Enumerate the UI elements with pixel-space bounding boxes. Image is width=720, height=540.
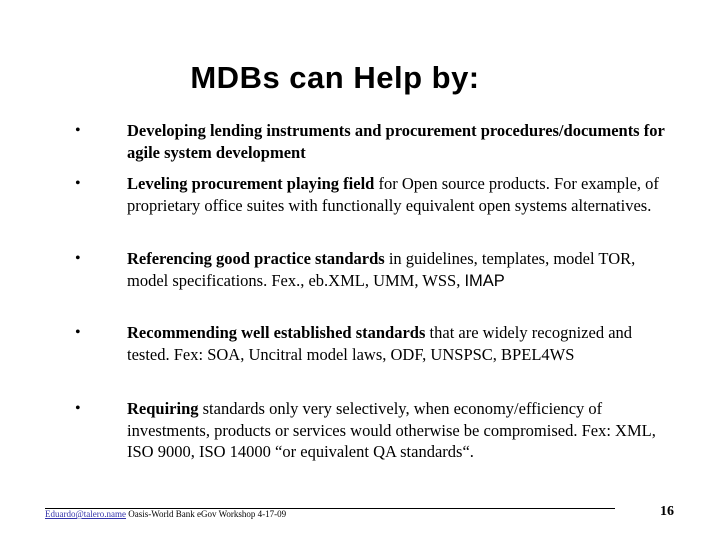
- footer-email-link[interactable]: Eduardo@talero.name: [45, 509, 127, 519]
- bullet-bold-text: Recommending well established standards: [127, 323, 426, 342]
- bullet-text: [127, 120, 667, 163]
- bullet-icon: •: [75, 250, 81, 267]
- bullet-text: [127, 248, 667, 292]
- page-number: 16: [660, 504, 674, 519]
- bullet-text: [127, 322, 667, 365]
- bullet-icon: •: [75, 175, 81, 192]
- bullet-icon: •: [75, 324, 81, 341]
- bullet-bold-text: Developing lending instruments and procurement procedures/documents for agile system development: [127, 121, 665, 162]
- bullet-bold-text: Referencing good practice standards: [127, 249, 385, 268]
- bullet-bold-text: Requiring: [127, 399, 199, 418]
- bullet-plain-text: that are widely recognized and tested. Fex: SOA, Uncitral model laws, ODF, UNSPSC, BPEL4WS: [127, 323, 633, 364]
- bullet-plain-text: for Open source products. For example, of proprietary office suites with functionally equivalent open systems alternatives.: [127, 174, 659, 215]
- bullet-icon: •: [75, 400, 81, 417]
- bullet-sans-text: IMAP: [464, 271, 505, 290]
- bullet-text: [127, 173, 667, 216]
- slide-title: MDBs can Help by:: [190, 60, 480, 95]
- bullet-bold-text: Leveling procurement playing field: [127, 174, 375, 193]
- bullet-icon: •: [75, 122, 81, 139]
- bullet-plain-text: standards only very selectively, when economy/efficiency of investments, products or services would otherwise be compromised. Fex: XML, ISO 9000, ISO 14000 “or equivalent QA standards“.: [127, 399, 656, 461]
- footer: [45, 509, 286, 519]
- bullet-plain-text: in guidelines, templates, model TOR, model specifications. Fex., eb.XML, UMM, WSS,: [127, 249, 636, 290]
- footer-event-text: Oasis-World Bank eGov Workshop 4-17-09: [126, 509, 287, 519]
- bullet-text: [127, 398, 667, 463]
